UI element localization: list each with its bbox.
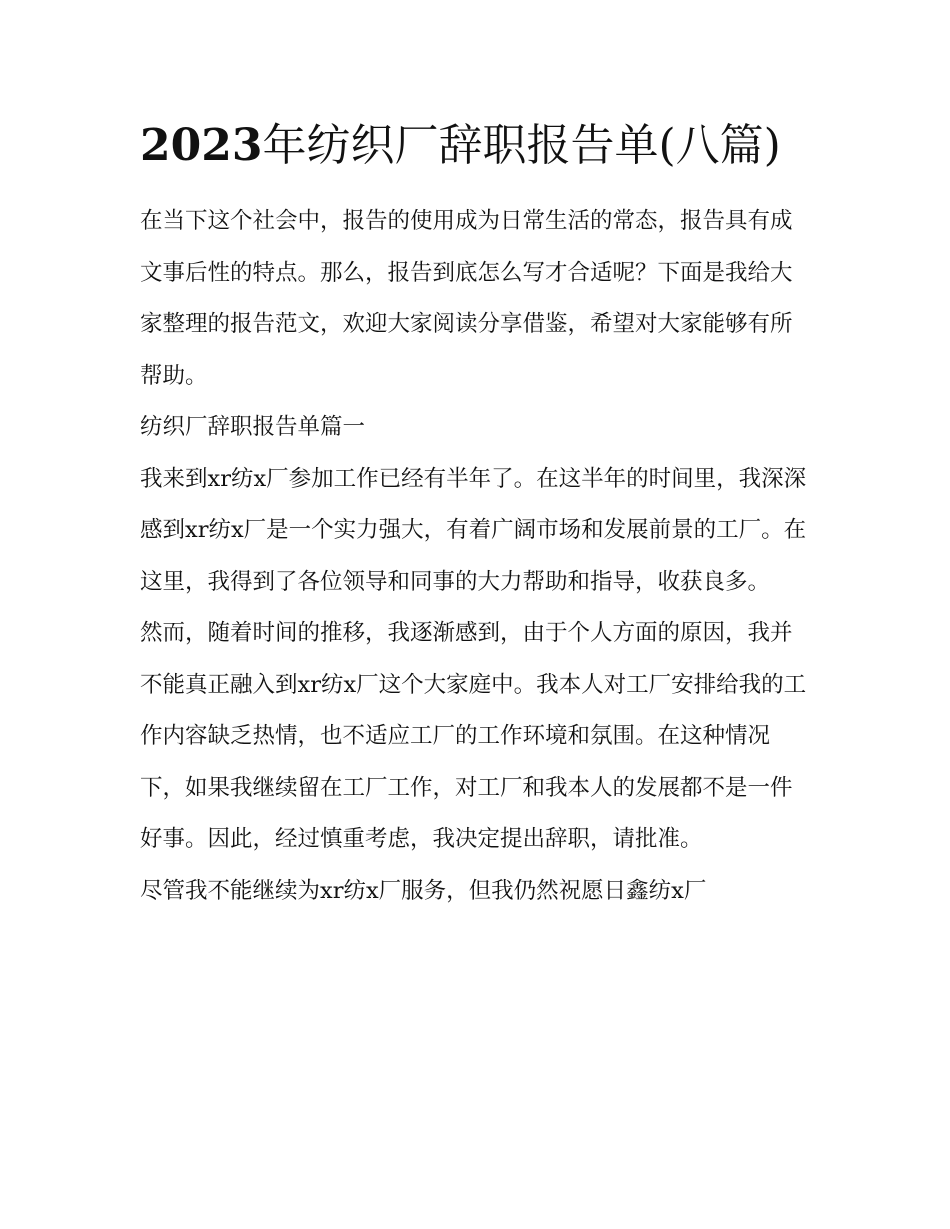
document-page (140, 110, 812, 917)
body-paragraph-1: 我来到xr纺x厂参加工作已经有半年了。在这半年的时间里，我深深感到xr纺x厂是一个实力强大，有着广阔市场和发展前景的工厂。在这里，我得到了各位领导和同事的大力帮助和指导，收获良多。 (140, 465, 807, 595)
title-year: 2023 (140, 120, 263, 171)
body-paragraph-3: 尽管我不能继续为xr纺x厂服务，但我仍然祝愿日鑫纺x厂 (140, 877, 707, 904)
intro-paragraph: 在当下这个社会中，报告的使用成为日常生活的常态，报告具有成文事后性的特点。那么，报告到底怎么写才合适呢？下面是我给大家整理的报告范文，欢迎大家阅读分享借鉴，希望对大家能够有所帮助。 (140, 208, 793, 389)
document-title (140, 110, 812, 182)
title-text: 年纺织厂辞职报告单(八篇) (262, 120, 781, 171)
body-paragraph-2: 然而，随着时间的推移，我逐渐感到，由于个人方面的原因，我并不能真正融入到xr纺x厂这个大家庭中。我本人对工厂安排给我的工作内容缺乏热情，也不适应工厂的工作环境和氛围。在这种情况下，如果我继续留在工厂工作，对工厂和我本人的发展都不是一件好事。因此，经过慎重考虑，我决定提出辞职，请批准。 (140, 620, 807, 852)
section-heading: 纺织厂辞职报告单篇一 (140, 414, 366, 440)
